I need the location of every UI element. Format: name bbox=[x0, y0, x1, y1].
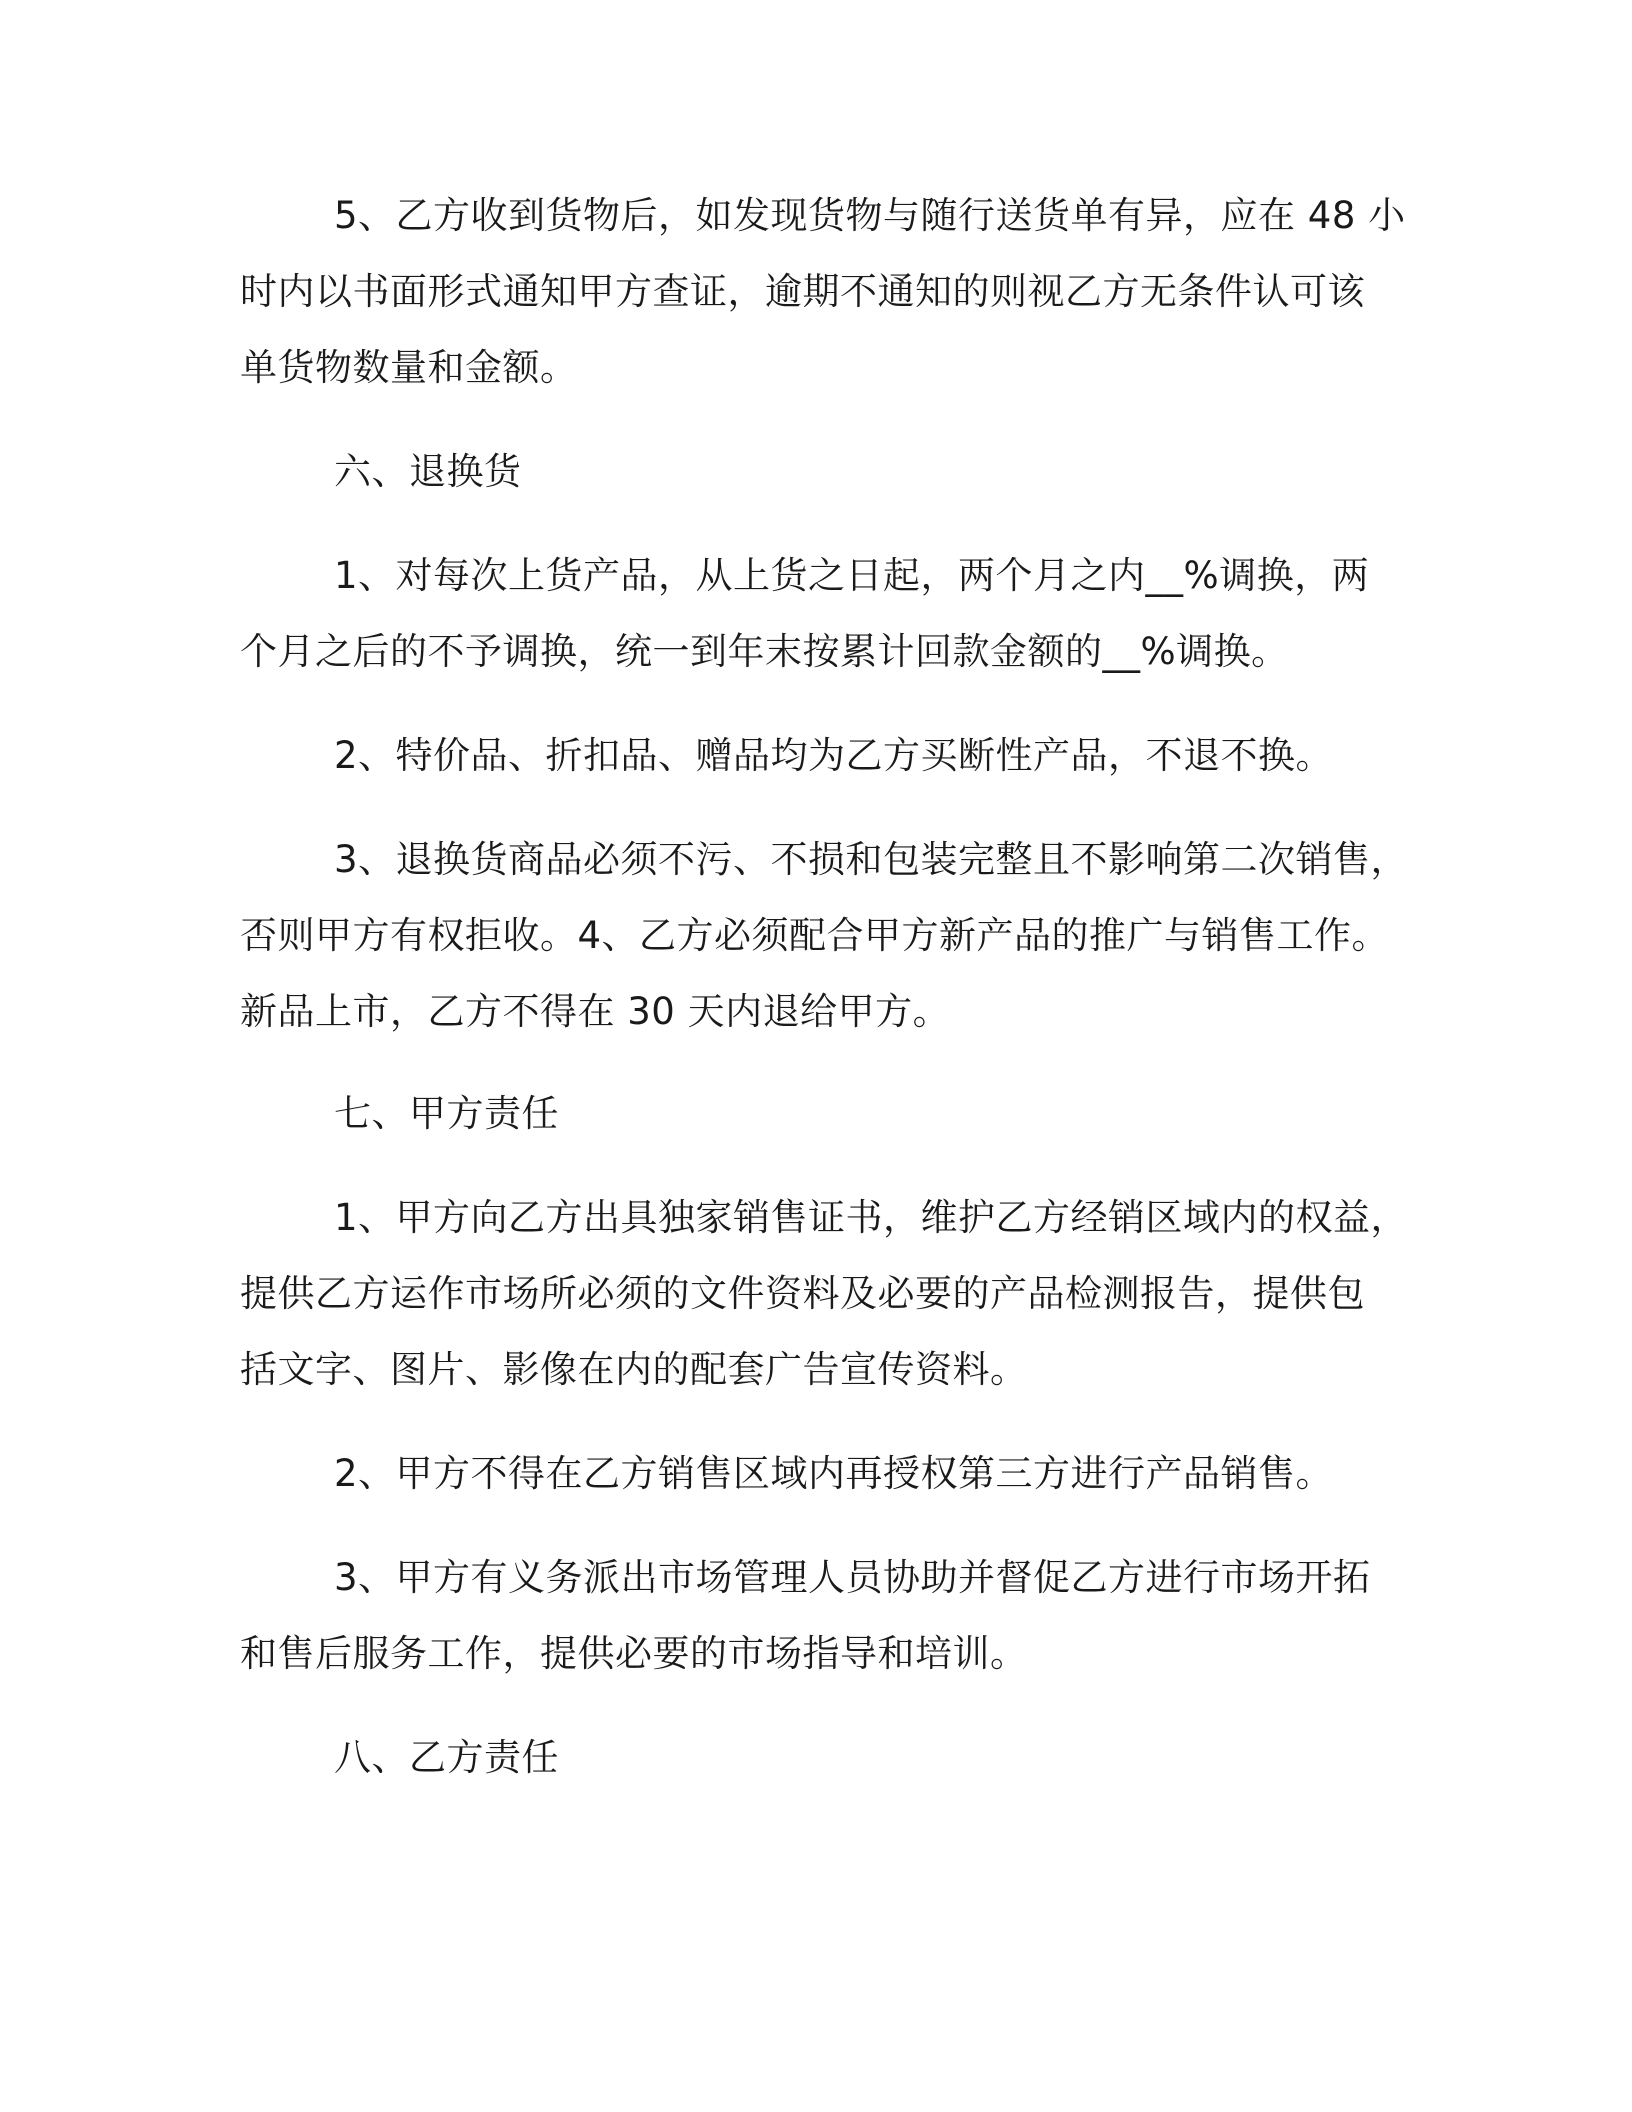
paragraph-line: 和售后服务工作，提供必要的市场指导和培训。 bbox=[240, 1632, 1028, 1675]
paragraph-line: 3、甲方有义务派出市场管理人员协助并督促乙方进行市场开拓 bbox=[334, 1556, 1371, 1599]
section-heading: 六、退换货 bbox=[334, 450, 522, 493]
paragraph-line: 单货物数量和金额。 bbox=[240, 346, 578, 389]
paragraph-line: 否则甲方有权拒收。4、乙方必须配合甲方新产品的推广与销售工作。 bbox=[240, 914, 1390, 957]
paragraph-line: 个月之后的不予调换，统一到年末按累计回款金额的__%调换。 bbox=[240, 630, 1289, 673]
paragraph-line: 5、乙方收到货物后，如发现货物与随行送货单有异，应在 48 小 bbox=[334, 194, 1406, 237]
paragraph-line: 1、对每次上货产品，从上货之日起，两个月之内__%调换，两 bbox=[334, 554, 1370, 597]
paragraph-line: 时内以书面形式通知甲方查证，逾期不通知的则视乙方无条件认可该 bbox=[240, 270, 1365, 313]
paragraph-line: 新品上市，乙方不得在 30 天内退给甲方。 bbox=[240, 990, 951, 1033]
paragraph-line: 提供乙方运作市场所必须的文件资料及必要的产品检测报告，提供包 bbox=[240, 1272, 1365, 1315]
section-heading: 八、乙方责任 bbox=[334, 1736, 559, 1779]
paragraph-line: 3、退换货商品必须不污、不损和包装完整且不影响第二次销售， bbox=[334, 838, 1409, 881]
paragraph-line: 括文字、图片、影像在内的配套广告宣传资料。 bbox=[240, 1348, 1028, 1391]
section-heading: 七、甲方责任 bbox=[334, 1092, 559, 1135]
paragraph-line: 2、甲方不得在乙方销售区域内再授权第三方进行产品销售。 bbox=[334, 1452, 1334, 1495]
paragraph-line: 1、甲方向乙方出具独家销售证书，维护乙方经销区域内的权益， bbox=[334, 1196, 1409, 1239]
paragraph-line: 2、特价品、折扣品、赠品均为乙方买断性产品，不退不换。 bbox=[334, 734, 1334, 777]
